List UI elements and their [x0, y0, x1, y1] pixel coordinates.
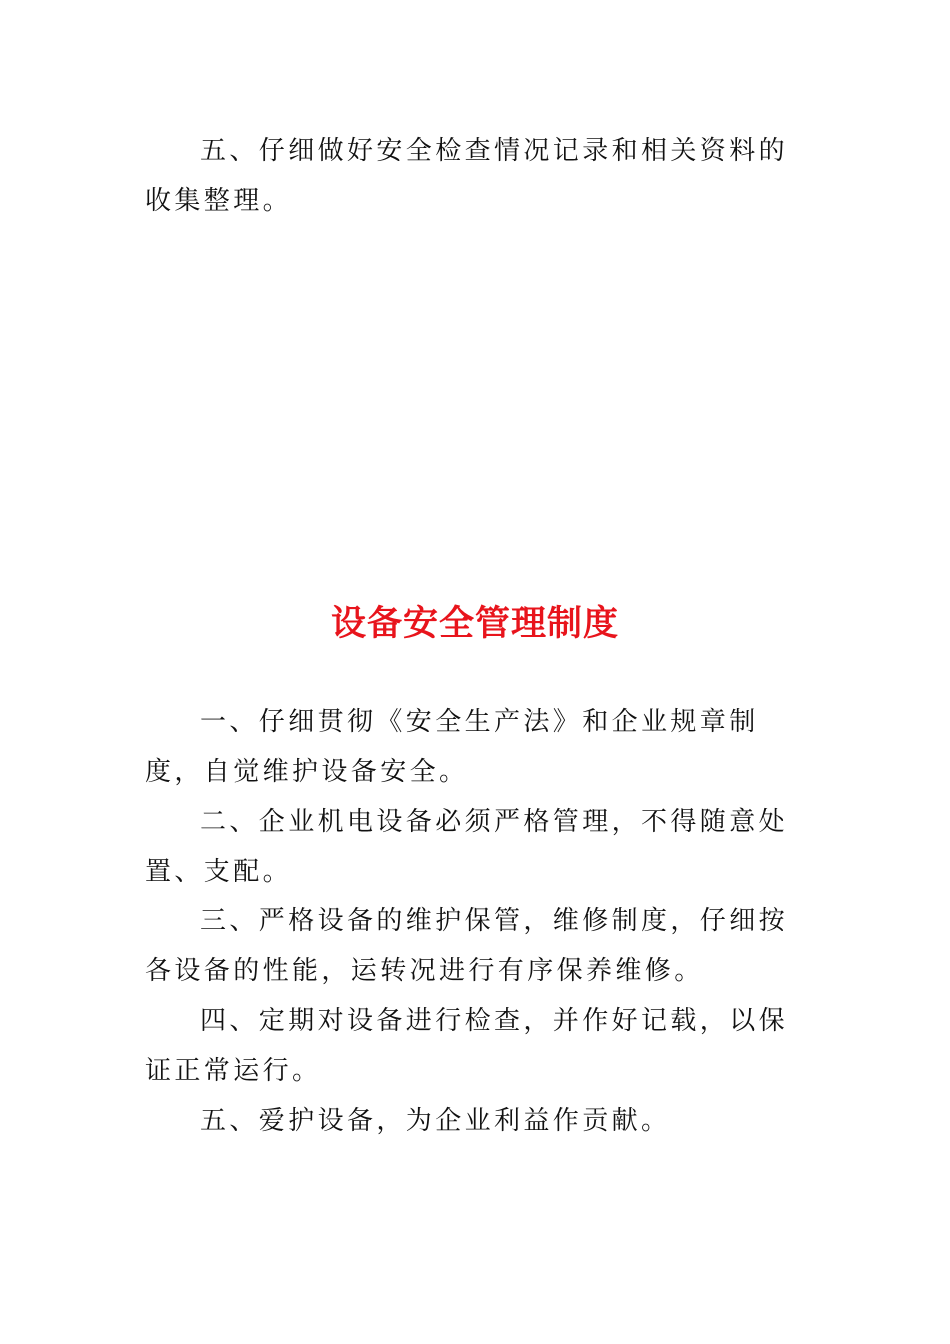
rule-item-2: 二、企业机电设备必须严格管理，不得随意处置、支配。 [145, 807, 789, 887]
previous-section-item-5: 五、仔细做好安全检查情况记录和相关资料的收集整理。 [145, 136, 789, 216]
rule-item-1: 一、仔细贯彻《安全生产法》和企业规章制度，自觉维护设备安全。 [145, 707, 759, 787]
section-title: 设备安全管理制度 [330, 604, 619, 644]
rule-item-5: 五、爱护设备，为企业利益作贡献。 [200, 1106, 671, 1136]
rule-item-4: 四、定期对设备进行检查，并作好记载，以保证正常运行。 [145, 1006, 789, 1086]
rule-item-3: 三、严格设备的维护保管，维修制度，仔细按各设备的性能，运转况进行有序保养维修。 [145, 906, 789, 986]
